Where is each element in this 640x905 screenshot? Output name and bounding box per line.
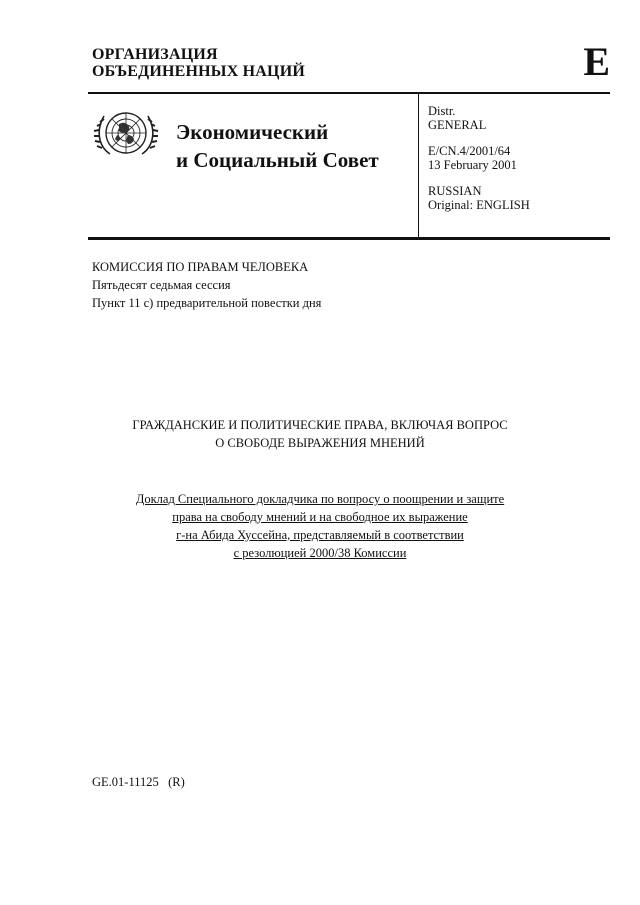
commission-name: КОМИССИЯ ПО ПРАВАМ ЧЕЛОВЕКА — [92, 260, 309, 274]
distr-label: Distr. — [428, 104, 456, 118]
report-subtitle-line3: г-на Абида Хуссейна, представляемый в соответствии — [176, 528, 464, 542]
original-language: Original: ENGLISH — [428, 198, 530, 212]
organization-name-line1: ОРГАНИЗАЦИЯ — [92, 46, 218, 63]
distribution-value: GENERAL — [428, 118, 487, 132]
document-title-line1: ГРАЖДАНСКИЕ И ПОЛИТИЧЕСКИЕ ПРАВА, ВКЛЮЧАЯ ВОПРОС — [132, 418, 508, 432]
report-subtitle-line2: права на свободу мнений и на свободное их выражение — [172, 510, 468, 524]
organization-name-line2: ОБЪЕДИНЕННЫХ НАЦИЙ — [92, 63, 305, 80]
document-title-line2: О СВОБОДЕ ВЫРАЖЕНИЯ МНЕНИЙ — [215, 436, 425, 450]
document-language: RUSSIAN — [428, 184, 482, 198]
commission-block — [92, 258, 321, 312]
top-divider — [88, 92, 610, 94]
column-divider — [418, 94, 419, 237]
job-number: GE.01-11125 (R) — [92, 775, 185, 789]
council-name-line1: Экономический — [176, 120, 329, 144]
header-bottom-divider — [88, 237, 610, 240]
document-date: 13 February 2001 — [428, 158, 517, 172]
agenda-item: Пункт 11 c) предварительной повестки дня — [92, 296, 322, 310]
un-emblem-icon — [92, 104, 160, 162]
session-name: Пятьдесят седьмая сессия — [92, 278, 231, 292]
council-name-line2: и Социальный Совет — [176, 148, 379, 172]
organization-name — [92, 46, 305, 80]
report-subtitle — [0, 490, 640, 562]
document-info — [428, 104, 530, 212]
document-symbol: E/CN.4/2001/64 — [428, 144, 511, 158]
document-title — [0, 416, 640, 452]
report-subtitle-line4: с резолюцией 2000/38 Комиссии — [233, 546, 407, 560]
report-subtitle-line1: Доклад Специального докладчика по вопросу о поощрении и защите — [135, 492, 505, 506]
council-name — [176, 118, 379, 174]
language-letter: E — [583, 39, 610, 84]
